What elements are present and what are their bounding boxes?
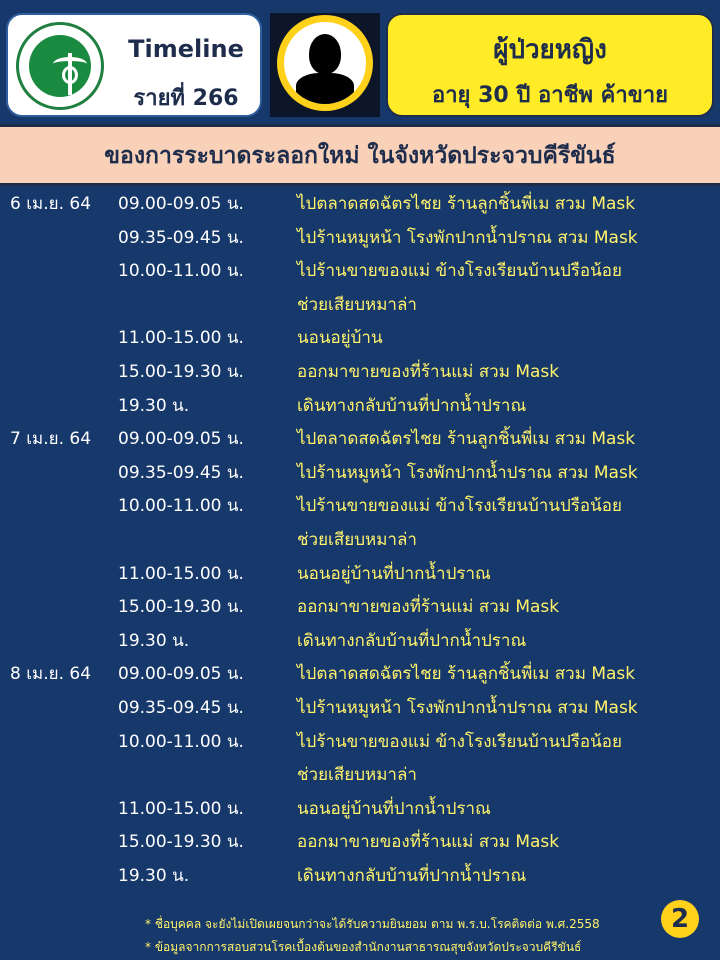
timeline-date: 6 เม.ย. 64	[10, 194, 92, 214]
timeline-time: 19.30 น.	[118, 395, 190, 416]
timeline-row	[0, 291, 720, 325]
timeline-time: 15.00-19.30 น.	[118, 832, 244, 853]
timeline-date: 8 เม.ย. 64	[10, 664, 92, 685]
outbreak-banner	[0, 124, 720, 186]
logo-emblem	[29, 35, 91, 97]
avatar-body	[296, 73, 354, 104]
avatar-background	[284, 22, 366, 104]
avatar-head	[309, 34, 341, 74]
timeline-time: 09.35-09.45 น.	[118, 462, 244, 483]
timeline-activity: ไปร้านขายของแม่ ข้างโรงเรียนบ้านปรือน้อย	[297, 496, 622, 517]
timeline-activity: ไปร้านหมูหน้า โรงพักปากน้ำปราณ สวม Mask	[297, 698, 638, 718]
timeline-row	[0, 795, 720, 829]
timeline-row	[0, 560, 720, 594]
timeline-time: 19.30 น.	[118, 866, 190, 886]
timeline-row	[0, 526, 720, 560]
timeline-activity: ไปร้านขายของแม่ ข้างโรงเรียนบ้านปรือน้อย	[297, 731, 622, 752]
timeline-activity: ช่วยเสียบหมาล่า	[297, 530, 417, 550]
timeline-row	[0, 593, 720, 627]
timeline-title: Timeline	[128, 35, 244, 63]
timeline-activity: ช่วยเสียบหมาล่า	[297, 294, 417, 315]
timeline-activity: ออกมาขายของที่ร้านแม่ สวม Mask	[297, 362, 560, 382]
timeline-time: 11.00-15.00 น.	[118, 328, 244, 349]
patient-gender: ผู้ป่วยหญิง	[493, 35, 607, 65]
timeline-activity: เดินทางกลับบ้านที่ปากน้ำปราณ	[297, 395, 527, 416]
timeline-time: 09.00-09.05 น.	[118, 194, 244, 214]
source-note: * ข้อมูลจากการสอบสวนโรคเบื้องต้นของสำนักงานสาธารณสุขจังหวัดประจวบคีรีขันธ์	[145, 940, 582, 954]
banner-text: ของการระบาดระลอกใหม่ ในจังหวัดประจวบคีรีขันธ์	[104, 143, 616, 169]
anonymous-person-icon	[277, 15, 373, 111]
privacy-note: * ชื่อบุคคล จะยังไม่เปิดเผยจนกว่าจะได้รับความยินยอม ตาม พ.ร.บ.โรคติดต่อ พ.ศ.2558	[145, 917, 600, 931]
timeline-activity: ไปตลาดสดฉัตรไชย ร้านลูกชิ้นพี่เม สวม Mask	[297, 194, 636, 214]
case-number: รายที่ 266	[133, 86, 239, 111]
timeline-activity: นอนอยู่บ้าน	[297, 328, 383, 349]
patient-age-job: อายุ 30 ปี อาชีพ ค้าขาย	[431, 83, 669, 108]
timeline-row	[0, 627, 720, 661]
timeline-activity: ไปตลาดสดฉัตรไชย ร้านลูกชิ้นพี่เม สวม Mask	[297, 429, 636, 450]
timeline-activity: ไปตลาดสดฉัตรไชย ร้านลูกชิ้นพี่เม สวม Mask	[297, 664, 636, 685]
timeline-activity: ออกมาขายของที่ร้านแม่ สวม Mask	[297, 597, 560, 618]
timeline-row	[0, 392, 720, 426]
timeline-activity: นอนอยู่บ้านที่ปากน้ำปราณ	[297, 798, 491, 819]
header	[0, 0, 720, 120]
timeline-row	[0, 425, 720, 459]
timeline-time: 11.00-15.00 น.	[118, 798, 244, 819]
timeline-time: 15.00-19.30 น.	[118, 597, 244, 618]
timeline-activity: ออกมาขายของที่ร้านแม่ สวม Mask	[297, 832, 560, 853]
timeline-row	[0, 694, 720, 728]
timeline-activity: ไปร้านหมูหน้า โรงพักปากน้ำปราณ สวม Mask	[297, 462, 638, 483]
snake-icon	[62, 66, 78, 84]
timeline-time: 15.00-19.30 น.	[118, 362, 244, 382]
timeline-row	[0, 862, 720, 896]
timeline-row	[0, 828, 720, 862]
timeline-row	[0, 358, 720, 392]
timeline-row	[0, 728, 720, 762]
timeline-list	[0, 190, 720, 900]
timeline-time: 09.00-09.05 น.	[118, 429, 244, 450]
timeline-row	[0, 660, 720, 694]
timeline-time: 10.00-11.00 น.	[118, 261, 244, 282]
timeline-date: 7 เม.ย. 64	[10, 429, 92, 450]
title-card	[6, 13, 262, 117]
timeline-time: 10.00-11.00 น.	[118, 496, 244, 517]
timeline-activity: เดินทางกลับบ้านที่ปากน้ำปราณ	[297, 630, 527, 651]
timeline-row	[0, 492, 720, 526]
timeline-time: 19.30 น.	[118, 630, 190, 651]
timeline-time: 09.00-09.05 น.	[118, 664, 244, 685]
timeline-row	[0, 224, 720, 258]
timeline-row	[0, 459, 720, 493]
ministry-logo	[16, 22, 104, 110]
timeline-row	[0, 324, 720, 358]
timeline-row	[0, 761, 720, 795]
avatar-box	[270, 13, 380, 117]
timeline-time: 09.35-09.45 น.	[118, 227, 244, 248]
timeline-row	[0, 257, 720, 291]
timeline-time: 09.35-09.45 น.	[118, 698, 244, 718]
patient-card	[386, 13, 714, 117]
timeline-time: 10.00-11.00 น.	[118, 731, 244, 752]
timeline-activity: นอนอยู่บ้านที่ปากน้ำปราณ	[297, 563, 491, 584]
timeline-row	[0, 190, 720, 224]
timeline-activity: เดินทางกลับบ้านที่ปากน้ำปราณ	[297, 866, 527, 886]
timeline-activity: ไปร้านหมูหน้า โรงพักปากน้ำปราณ สวม Mask	[297, 227, 638, 248]
timeline-time: 11.00-15.00 น.	[118, 563, 244, 584]
timeline-activity: ช่วยเสียบหมาล่า	[297, 765, 417, 786]
page-number-badge: 2	[661, 900, 699, 938]
timeline-activity: ไปร้านขายของแม่ ข้างโรงเรียนบ้านปรือน้อย	[297, 261, 622, 282]
